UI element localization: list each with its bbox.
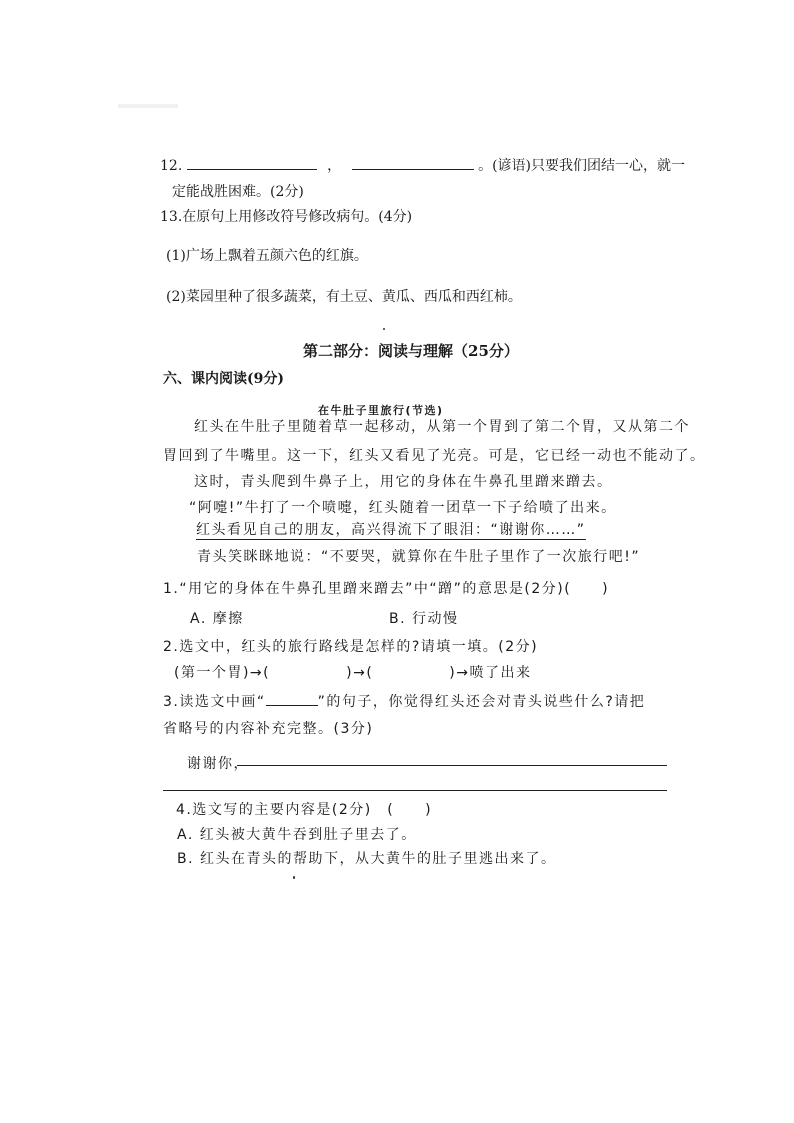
q13-item-1: (1)广场上飘着五颜六色的红旗。	[166, 248, 368, 264]
passage-line-4: “阿嚏!”牛打了一个喷嚏，红头随着一团草一下子给喷了出来。	[189, 500, 617, 516]
passage-line-3: 这时，青头爬到牛鼻子上，用它的身体在牛鼻孔里蹭来蹭去。	[194, 474, 613, 490]
question-3-suffix: ”的句子，你觉得红头还会对青头说些什么?请把	[317, 694, 646, 710]
q12-number: 12.	[160, 158, 183, 174]
q12-line-2: 定能战胜困难。(2分)	[172, 184, 304, 200]
part2-title: 第二部分：阅读与理解（25分）	[303, 342, 519, 360]
passage-line-5-underlined: 红头看见自己的朋友，高兴得流下了眼泪：“谢谢你……”	[196, 522, 586, 538]
route-end: )→喷了出来	[449, 665, 532, 681]
q13-item-2: (2)菜园里种了很多蔬菜，有土豆、黄瓜、西瓜和西红柿。	[166, 289, 522, 305]
passage-line-2: 胃回到了牛嘴里。这一下，红头又看见了光亮。可是，它已经一动也不能动了。	[163, 448, 706, 464]
q12-blank-1[interactable]	[187, 155, 317, 170]
question-4-option-b[interactable]: B. 红头在青头的帮助下，从大黄牛的肚子里逃出来了。	[177, 851, 557, 867]
question-2: 2.选文中，红头的旅行路线是怎样的?请填一填。(2分)	[163, 639, 539, 655]
question-4: 4.选文写的主要内容是(2分) ( )	[176, 802, 433, 818]
question-2-route	[174, 663, 531, 683]
answer-line-1[interactable]	[237, 765, 667, 766]
question-3-line-2: 省略号的内容补充完整。(3分)	[163, 721, 374, 737]
question-3-prefix: 3.读选文中画“	[163, 694, 266, 710]
route-start: (第一个胃)→(	[174, 665, 271, 681]
q12-tail: 。(谚语)只要我们团结一心，就一	[478, 158, 686, 174]
q12-comma: ，	[327, 158, 342, 174]
question-3-line-1	[163, 692, 645, 712]
passage-line-1: 红头在牛肚子里随着草一起移动，从第一个胃到了第二个胃，又从第二个	[194, 419, 690, 435]
q12-line-1	[160, 155, 685, 176]
passage-title: 在牛肚子里旅行(节选)	[318, 404, 444, 417]
question-4-option-a[interactable]: A. 红头被大黄牛吞到肚子里去了。	[177, 827, 417, 843]
q13-title: 13.在原句上用修改符号修改病句。(4分)	[160, 209, 413, 225]
scan-smudge	[118, 104, 178, 108]
question-1: 1.“用它的身体在牛鼻孔里蹭来蹭去”中“蹭”的意思是(2分)( )	[163, 581, 610, 597]
scan-dot	[293, 876, 295, 879]
route-mid: )→(	[346, 665, 374, 681]
underline-marker	[266, 693, 318, 706]
question-1-option-b[interactable]: B. 行动慢	[389, 611, 459, 627]
question-1-option-a[interactable]: A. 摩擦	[190, 611, 244, 627]
scan-dot	[383, 328, 385, 330]
question-3-answer-prefix: 谢谢你，	[187, 756, 249, 772]
passage-line-6: 青头笑眯眯地说：“不要哭，就算你在牛肚子里作了一次旅行吧!”	[197, 549, 641, 565]
answer-line-2[interactable]	[163, 790, 667, 791]
q12-blank-2[interactable]	[352, 155, 474, 170]
section-6-title: 六、课内阅读(9分)	[163, 371, 284, 387]
